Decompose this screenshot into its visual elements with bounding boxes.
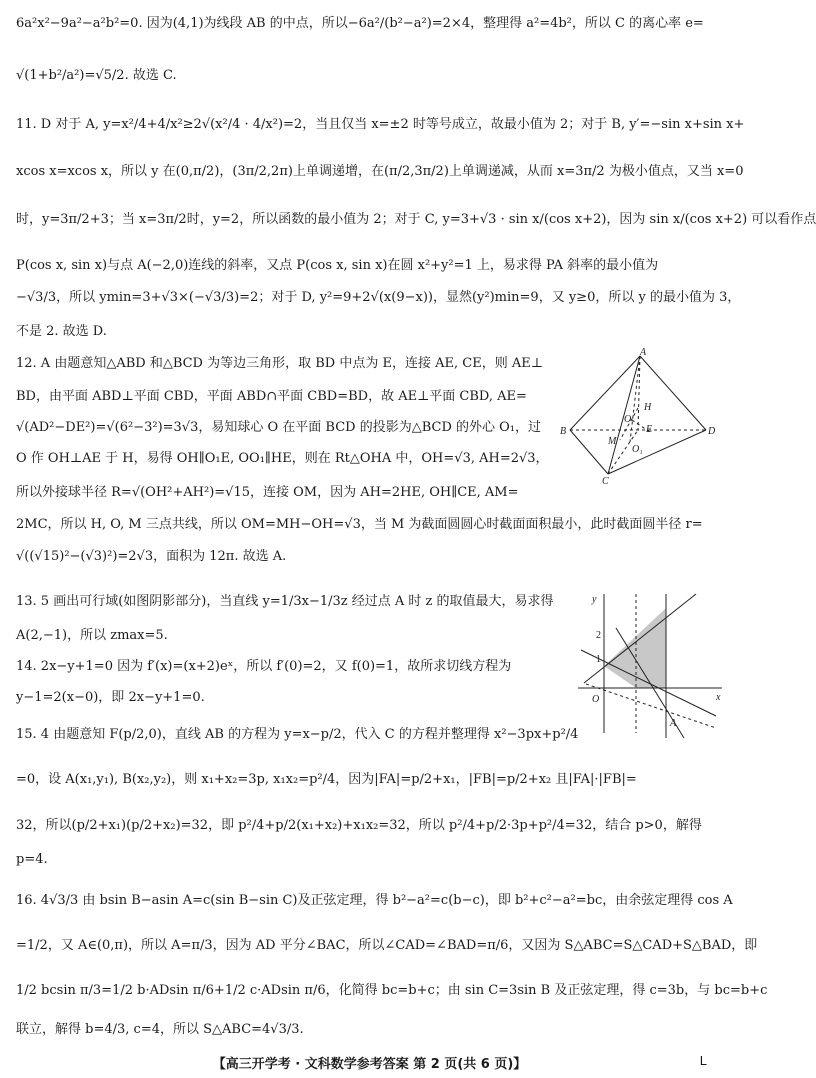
text-line: −√3/3，所以 ymin=3+√3×(−√3/3)=2；对于 D, y²=9+2√(x(9−x))，显然(y²)min=9，又 y≥0，所以 y 的最小值为 3， — [16, 290, 741, 305]
label-O1: O₁ — [632, 444, 643, 455]
text-line: 11. D 对于 A, y=x²/4+4/x²≥2√(x²/4 · 4/x²)=2，当且仅当 x=±2 时等号成立，故最小值为 2；对于 B, y′=−sin x+sin x+ — [16, 117, 745, 132]
tetrahedron-figure — [560, 348, 720, 488]
label-B: B — [560, 426, 567, 437]
text-line: xcos x=xcos x，所以 y 在(0,π/2)，(3π/2,2π)上单调递增，在(π/2,3π/2)上单调递减，从而 x=3π/2 为极小值点，又当 x=0 — [16, 164, 744, 179]
tick-1-label: 1 — [596, 654, 601, 665]
text-line: 1/2 bcsin π/3=1/2 b·ADsin π/6+1/2 c·ADsin π/6，化简得 bc=b+c；由 sin C=3sin B 及正弦定理，得 c=3b，与 bc=b+c — [16, 983, 768, 998]
text-line: 14. 2x−y+1=0 因为 f′(x)=(x+2)eˣ，所以 f′(0)=2，又 f(0)=1，故所求切线方程为 — [16, 659, 512, 674]
segment-AE — [638, 356, 640, 430]
text-line: 13. 5 画出可行域(如图阴影部分)，当直线 y=1/3x−1/3z 经过点 A 时 z 的取值最大，易求得 — [16, 594, 554, 609]
label-E: E — [646, 424, 653, 435]
label-H: H — [644, 402, 652, 413]
label-A: A — [640, 347, 647, 358]
text-line: y−1=2(x−0)，即 2x−y+1=0. — [16, 690, 205, 705]
text-line: BD，由平面 ABD⊥平面 CBD，平面 ABD∩平面 CBD=BD，故 AE⊥平面 CBD, AE= — [16, 389, 527, 404]
text-line: 15. 4 由题意知 F(p/2,0)，直线 AB 的方程为 y=x−p/2，代入 C 的方程并整理得 x²−3px+p²/4 — [16, 727, 579, 742]
label-D: D — [708, 426, 716, 437]
label-M: M — [608, 436, 617, 447]
text-line: 2MC，所以 H, O, M 三点共线，所以 OM=MH−OH=√3，当 M 为截面圆圆心时截面面积最小，此时截面圆半径 r= — [16, 517, 703, 532]
text-line: √(AD²−DE²)=√(6²−3²)=3√3，易知球心 O 在平面 BCD 的投影为△BCD 的外心 O₁，过 — [16, 420, 542, 435]
text-line: 16. 4√3/3 由 bsin B−asin A=c(sin B−sin C)及正弦定理，得 b²−a²=c(b−c)，即 b²+c²−a²=bc，由余弦定理得 cos A — [16, 893, 733, 908]
text-line: p=4. — [16, 852, 48, 867]
text-line: √(1+b²/a²)=√5/2. 故选 C. — [16, 68, 177, 83]
label-O: O — [624, 414, 632, 425]
edge-AD — [640, 356, 706, 430]
corner-mark: L — [699, 1053, 707, 1068]
text-line: 联立，解得 b=4/3, c=4，所以 S△ABC=4√3/3. — [16, 1022, 304, 1037]
text-line: =0，设 A(x₁,y₁), B(x₂,y₂)，则 x₁+x₂=3p, x₁x₂=p²/4，因为|FA|=p/2+x₁，|FB|=p/2+x₂ 且|FA|·|FB|= — [16, 772, 637, 787]
text-line: 时，y=3π/2+3；当 x=3π/2时，y=2，所以函数的最小值为 2；对于 C, y=3+√3 · sin x/(cos x+2)，因为 sin x/(cos x+2) 可以看作点 — [16, 212, 816, 227]
axis-y-label: y — [592, 594, 597, 605]
text-line: A(2,−1)，所以 zmax=5. — [16, 628, 168, 643]
text-line: 6a²x²−9a²−a²b²=0. 因为(4,1)为线段 AB 的中点，所以−6a²/(b²−a²)=2×4，整理得 a²=4b²，所以 C 的离心率 e= — [16, 16, 704, 31]
point-A-label: A — [670, 718, 677, 729]
tick-2-label: 2 — [596, 630, 601, 641]
text-line: O 作 OH⊥AE 于 H，易得 OH∥O₁E, OO₁∥HE，则在 Rt△OHA 中，OH=√3, AH=2√3， — [16, 451, 549, 466]
edge-BC — [570, 430, 608, 474]
text-line: √((√15)²−(√3)²)=2√3，面积为 12π. 故选 A. — [16, 549, 287, 564]
text-line: =1/2，又 A∈(0,π)，所以 A=π/3，因为 AD 平分∠BAC，所以∠CAD=∠BAD=π/6，又因为 S△ABC=S△CAD+S△BAD，即 — [16, 938, 758, 953]
feasible-region-figure — [576, 588, 726, 738]
text-line: P(cos x, sin x)与点 A(−2,0)连线的斜率，又点 P(cos x, sin x)在圆 x²+y²=1 上，易求得 PA 斜率的最小值为 — [16, 258, 659, 273]
label-C: C — [602, 476, 609, 487]
axis-x-label: x — [716, 692, 721, 703]
text-line: 32，所以(p/2+x₁)(p/2+x₂)=32，即 p²/4+p/2(x₁+x₂)+x₁x₂=32，所以 p²/4+p/2·3p+p²/4=32，结合 p>0，解得 — [16, 818, 702, 833]
text-line: 所以外接球半径 R=√(OH²+AH²)=√15，连接 OM，因为 AH=2HE, OH∥CE, AM= — [16, 485, 519, 500]
text-line: 12. A 由题意知△ABD 和△BCD 为等边三角形，取 BD 中点为 E，连接 AE, CE，则 AE⊥ — [16, 356, 543, 371]
text-line: 不是 2. 故选 D. — [16, 324, 107, 339]
page-footer: 【高三开学考 · 文科数学参考答案 第 2 页(共 6 页)】 — [212, 1057, 527, 1072]
origin-label: O — [592, 694, 600, 705]
